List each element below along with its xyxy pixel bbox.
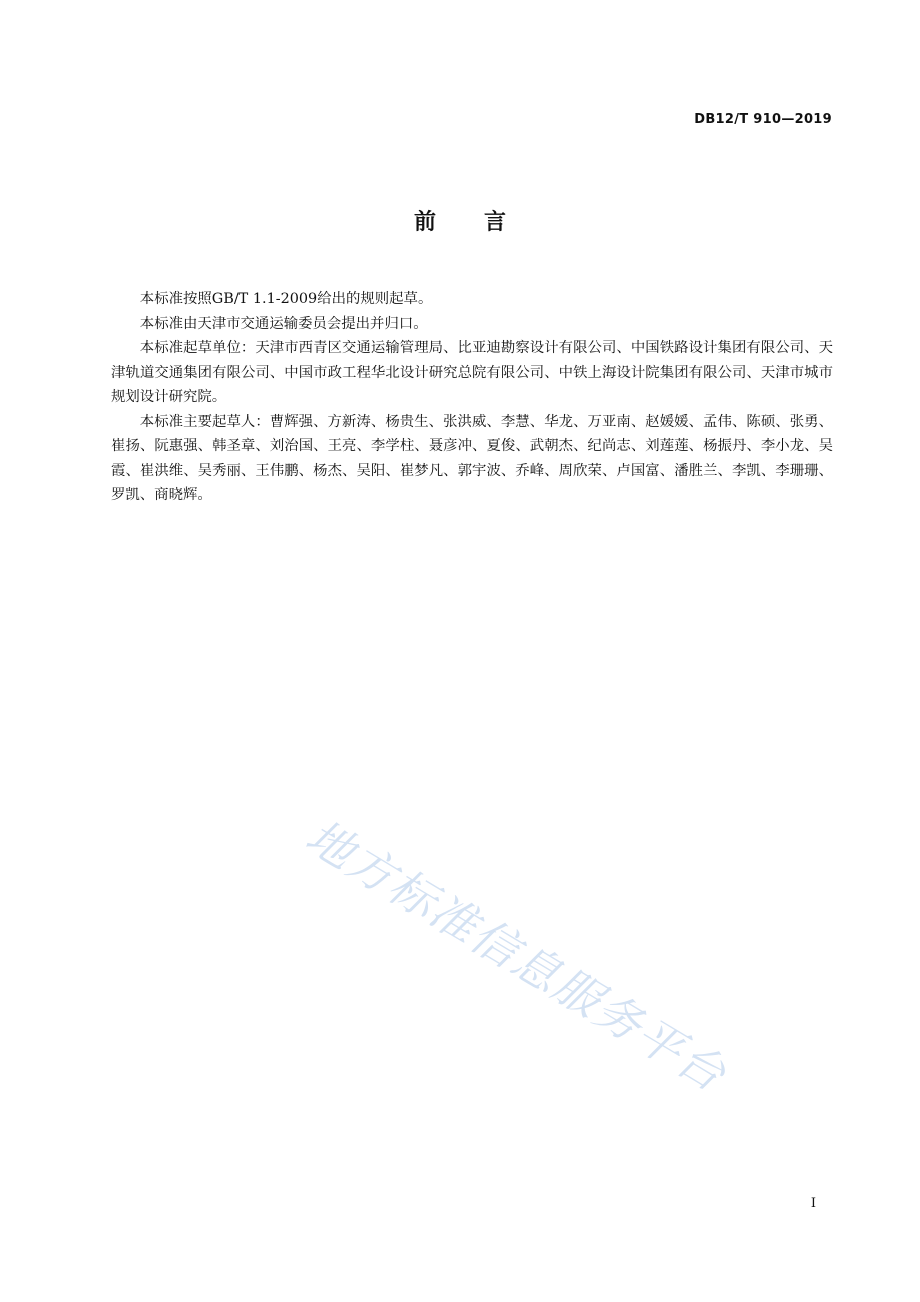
paragraph-proposer: 本标准由天津市交通运输委员会提出并归口。 (139, 315, 428, 332)
document-code: DB12/T 910—2019 (694, 112, 832, 127)
watermark: 地方标准信息服务平台 (296, 808, 737, 1103)
paragraph-drafters: 本标准主要起草人：曹辉强、方新涛、杨贵生、张洪威、李慧、华龙、万亚南、赵媛媛、孟伟、陈硕、张勇、崔扬、阮惠强、韩圣章、刘治国、王亮、李学柱、聂彦冲、夏俊、武朝杰、纪尚志、刘莲莲、杨振丹、李小龙、吴霞、崔洪维、吴秀丽、王伟鹏、杨杰、吴阳、崔梦凡、郭宇波、乔峰、周欣荣、卢国富、潘胜兰、李凯、李珊珊、罗凯、商晓辉。 (111, 413, 833, 503)
page-title: 前言 (413, 210, 554, 235)
foreword-body (111, 287, 833, 508)
paragraph-drafting-units: 本标准起草单位：天津市西青区交通运输管理局、比亚迪勘察设计有限公司、中国铁路设计集团有限公司、天津轨道交通集团有限公司、中国市政工程华北设计研究总院有限公司、中铁上海设计院集团有限公司、天津市城市规划设计研究院。 (111, 340, 833, 405)
page-number: I (810, 1196, 816, 1211)
paragraph-drafting-rules: 本标准按照GB/T 1.1-2009给出的规则起草。 (139, 291, 433, 307)
